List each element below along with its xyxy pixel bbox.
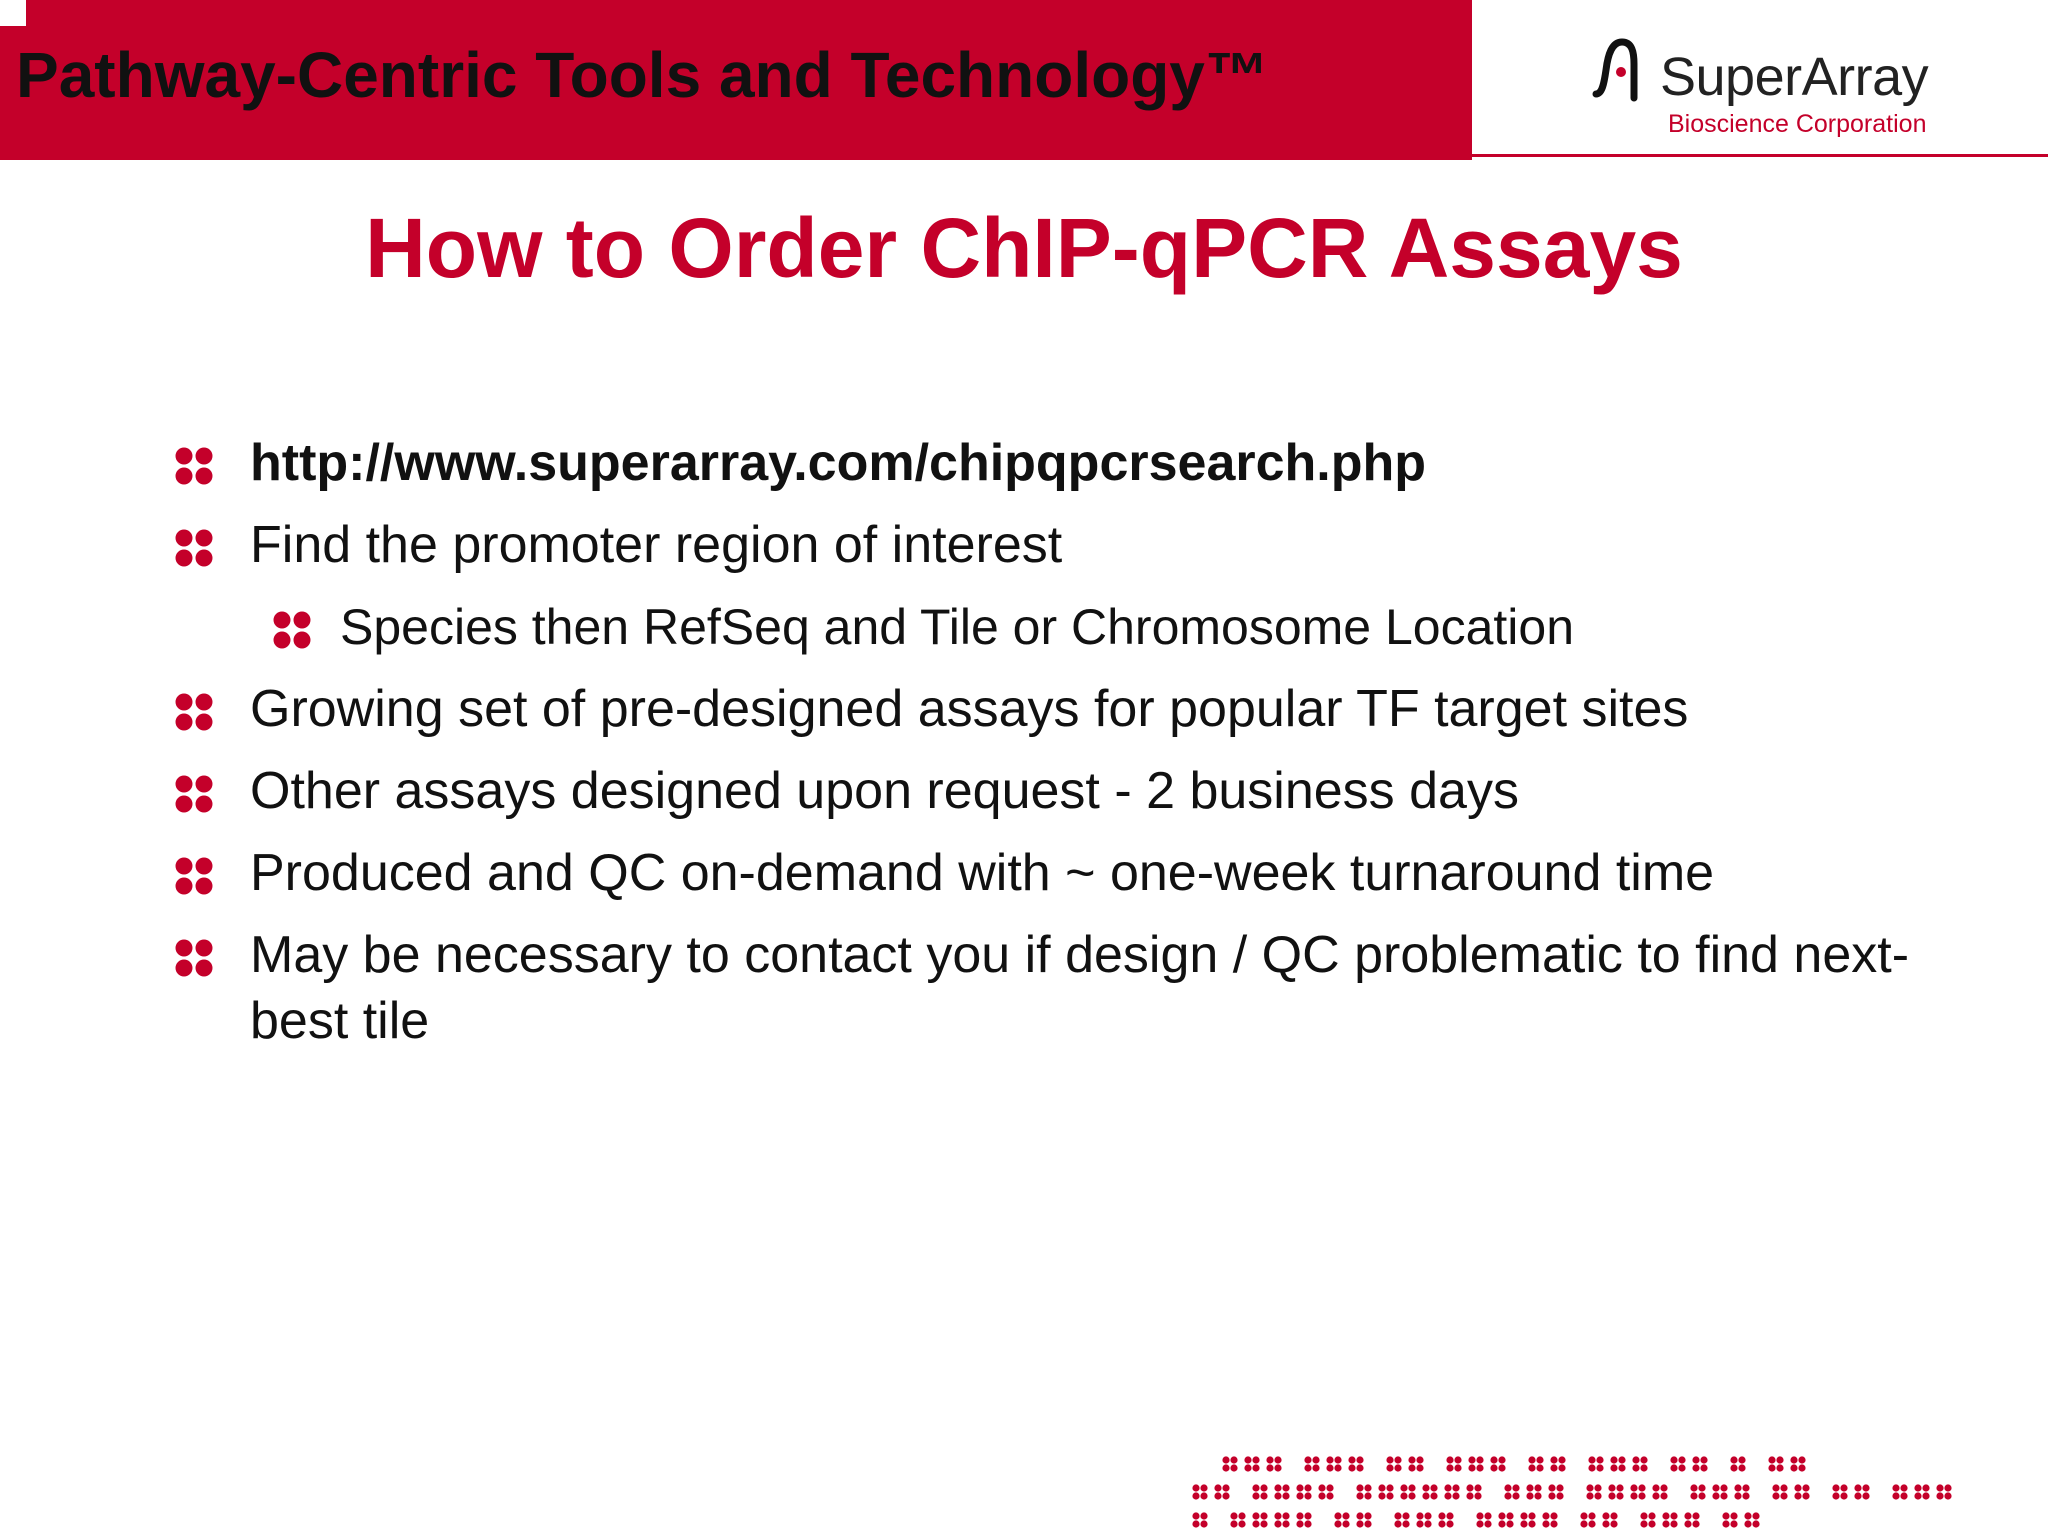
four-dot-bullet-icon xyxy=(174,938,214,978)
bullet-text: May be necessary to contact you if design / QC problematic to find next-best tile xyxy=(250,926,1910,1050)
four-dot-bullet-icon xyxy=(174,528,214,568)
bullet-item-url xyxy=(170,430,1930,496)
bullet-item-produced-qc xyxy=(170,840,1930,906)
sub-bullet-item-species xyxy=(272,594,1930,660)
header-rule xyxy=(1472,154,2048,157)
bullet-item-find-promoter xyxy=(170,512,1930,578)
corner-mark xyxy=(0,0,26,26)
four-dot-bullet-icon xyxy=(174,774,214,814)
bullet-text: http://www.superarray.com/chipqpcrsearch.php xyxy=(250,434,1427,492)
bullet-text: Other assays designed upon request - 2 business days xyxy=(250,762,1519,820)
bullet-text: Growing set of pre-designed assays for popular TF target sites xyxy=(250,680,1689,738)
logo-name: SuperArray xyxy=(1660,47,1929,107)
bullet-list xyxy=(170,430,1930,1070)
decorative-dot-pattern xyxy=(1190,1450,2048,1534)
four-dot-bullet-icon xyxy=(272,610,312,650)
header-title: Pathway-Centric Tools and Technology™ xyxy=(16,39,1269,111)
four-dot-bullet-icon xyxy=(174,692,214,732)
bullet-item-other-assays xyxy=(170,758,1930,824)
bullet-text: Species then RefSeq and Tile or Chromosome Location xyxy=(340,599,1575,655)
bullet-text: Produced and QC on-demand with ~ one-week turnaround time xyxy=(250,844,1715,902)
superarray-logo xyxy=(1590,34,1930,144)
slide-title: How to Order ChIP-qPCR Assays xyxy=(365,201,1683,295)
bullet-item-contact xyxy=(170,922,1930,1054)
bullet-text: Find the promoter region of interest xyxy=(250,516,1063,574)
logo-subtitle: Bioscience Corporation xyxy=(1668,110,1927,138)
superarray-logo-icon xyxy=(1590,34,1650,104)
bullet-item-pre-designed xyxy=(170,676,1930,742)
four-dot-bullet-icon xyxy=(174,856,214,896)
four-dot-bullet-icon xyxy=(174,446,214,486)
